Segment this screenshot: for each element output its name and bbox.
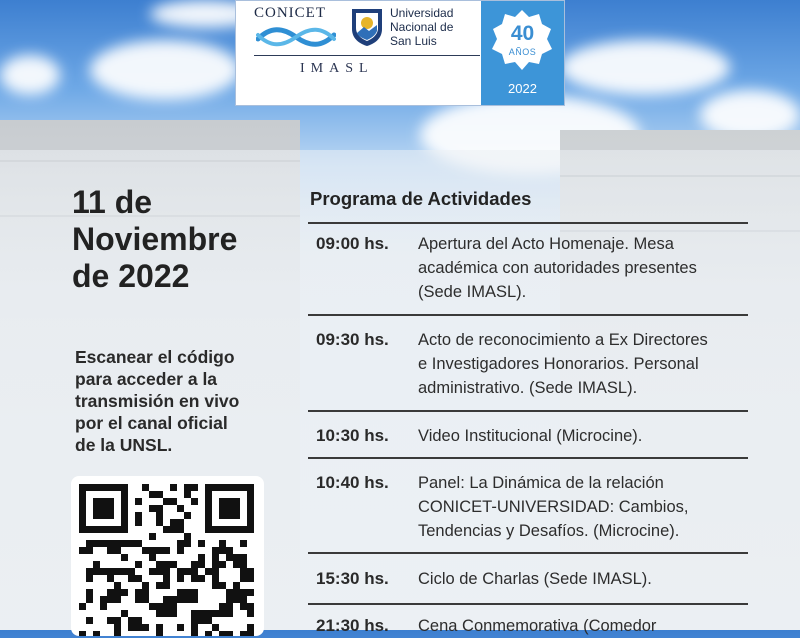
event-date <box>72 184 237 295</box>
divider <box>308 603 748 605</box>
conicet-logo-icon <box>256 25 336 49</box>
program-description <box>418 232 758 304</box>
qr-code[interactable] <box>71 476 264 636</box>
description-line: Apertura del Acto Homenaje. Mesa <box>418 235 674 253</box>
program-time: 10:40 hs. <box>316 473 389 492</box>
program-time: 21:30 hs. <box>316 616 389 635</box>
divider <box>254 55 480 56</box>
scan-line: para acceder a la <box>75 369 218 389</box>
program-description <box>418 328 758 400</box>
description-line: e Investigadores Honorarios. Personal <box>418 355 699 373</box>
anniversary-panel <box>481 1 564 105</box>
qr-code-icon <box>71 476 264 636</box>
program-description <box>418 567 758 591</box>
logo-header <box>235 0 565 106</box>
program-description <box>418 614 758 638</box>
description-line: Tendencias y Desafíos. (Microcine). <box>418 522 680 540</box>
cloud <box>560 40 730 95</box>
program-time: 10:30 hs. <box>316 426 389 445</box>
anniversary-number: 40 <box>510 22 535 45</box>
university-line: San Luis <box>390 34 437 48</box>
description-line: Video Institucional (Microcine). <box>418 427 643 445</box>
cloud <box>90 40 240 100</box>
cloud <box>0 55 60 95</box>
program-time: 09:00 hs. <box>316 234 389 253</box>
program-time: 09:30 hs. <box>316 330 389 349</box>
date-line: 11 de <box>72 184 153 220</box>
description-line: Ciclo de Charlas (Sede IMASL). <box>418 570 652 588</box>
description-line: Acto de reconocimiento a Ex Directores <box>418 331 708 349</box>
divider <box>308 222 748 224</box>
description-line: Panel: La Dinámica de la relación <box>418 474 664 492</box>
program-time: 15:30 hs. <box>316 569 389 588</box>
divider <box>308 410 748 412</box>
divider <box>308 314 748 316</box>
date-line: de 2022 <box>72 258 190 294</box>
conicet-logo-text: CONICET <box>254 5 326 21</box>
anniversary-year: 2022 <box>508 81 537 96</box>
description-line: administrativo. (Sede IMASL). <box>418 379 638 397</box>
date-line: Noviembre <box>72 221 238 257</box>
description-line: académica con autoridades presentes <box>418 259 697 277</box>
scan-instructions <box>75 346 275 456</box>
anniversary-word: AÑOS <box>508 47 537 57</box>
scan-line: de la UNSL. <box>75 435 173 455</box>
divider <box>308 457 748 459</box>
university-line: Universidad <box>390 6 454 20</box>
divider <box>308 552 748 554</box>
program-description <box>418 424 758 448</box>
institute-name: IMASL <box>300 61 374 76</box>
scan-line: Escanear el código <box>75 347 235 367</box>
program-title: Programa de Actividades <box>310 188 532 209</box>
description-line: Cena Conmemorativa (Comedor <box>418 617 657 635</box>
program-description <box>418 471 758 543</box>
description-line: (Sede IMASL). <box>418 283 527 301</box>
university-line: Nacional de <box>390 20 454 34</box>
university-name <box>390 6 453 48</box>
scan-line: por el canal oficial <box>75 413 228 433</box>
scan-line: transmisión en vivo <box>75 391 240 411</box>
university-shield-icon <box>350 7 384 47</box>
description-line: CONICET-UNIVERSIDAD: Cambios, <box>418 498 689 516</box>
